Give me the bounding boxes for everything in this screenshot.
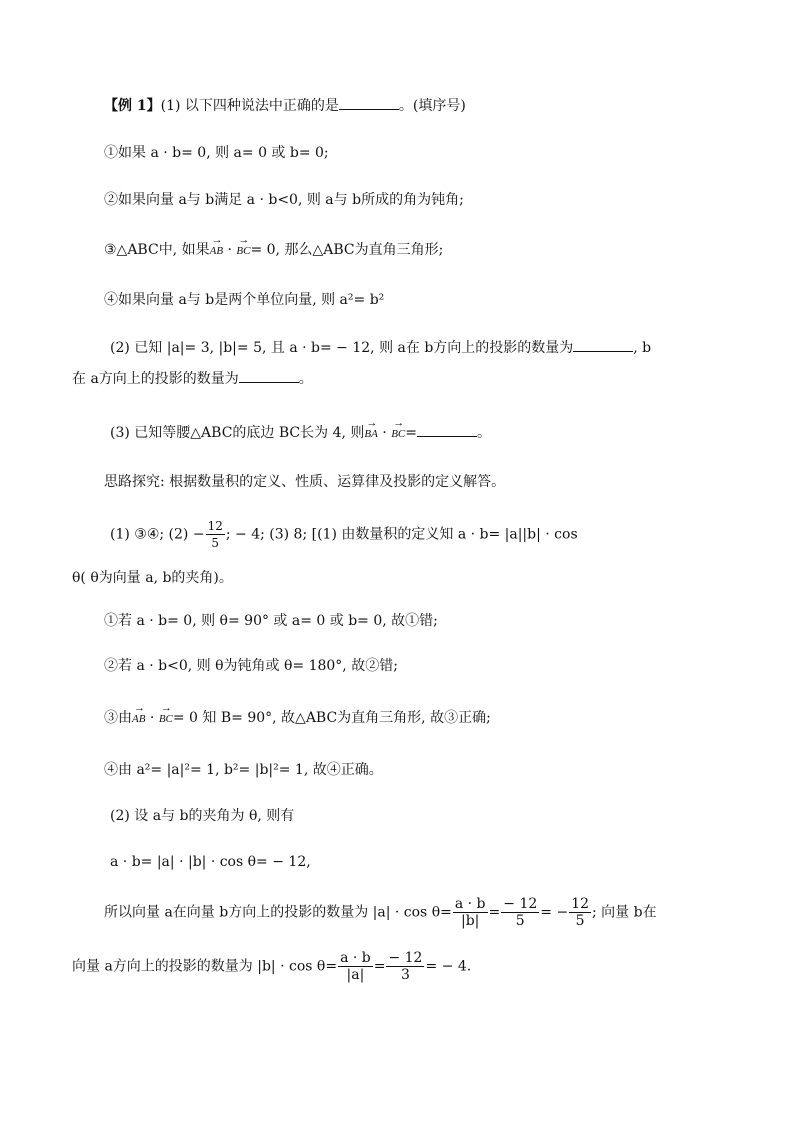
- p2-l2-post: = − 4.: [425, 958, 472, 975]
- question-3: [110, 422, 491, 444]
- r3-pre: ③由: [104, 710, 132, 726]
- q2-line2: 在 a方向上的投影的数量为: [72, 371, 239, 387]
- fraction: $\frac{a \cdot b}{|b|}$: [454, 896, 486, 929]
- vector-ab: → AB: [132, 709, 145, 729]
- example-question-1: [104, 95, 466, 116]
- fraction: $\frac{12}{5}$: [571, 896, 590, 929]
- eq: =: [373, 958, 386, 975]
- q2-line1: (2) 已知 |a|= 3, |b|= 5, 且 a · b= − 12, 则 a在 b方向上的投影的数量为: [110, 340, 574, 356]
- reason-1: ①若 a · b= 0, 则 θ= 90° 或 a= 0 或 b= 0, 故①错;: [104, 613, 438, 629]
- fraction: $\frac{- 12}{5}$: [503, 896, 538, 929]
- q3-pre: (3) 已知等腰△ABC的底边 BC长为 4, 则: [110, 425, 365, 441]
- q1-suffix: 。(填序号): [398, 98, 466, 114]
- part-2-equation: a · b= |a| · |b| · cos θ= − 12,: [110, 854, 311, 870]
- question-2-line-2: [72, 368, 313, 389]
- s3-post: = 0, 那么△ABC为直角三角形;: [250, 242, 444, 258]
- dot: ·: [223, 242, 237, 258]
- reason-4: ④由 a²= |a|²= 1, b²= |b|²= 1, 故④正确。: [104, 762, 383, 778]
- q3-post: =: [405, 425, 417, 441]
- example-label: 【例 1】: [104, 98, 161, 114]
- answer-line-2: θ( θ为向量 a, b的夹角)。: [72, 570, 233, 586]
- vector-ba: → BA: [364, 424, 377, 444]
- part-2-line-1: [104, 896, 657, 929]
- r3-post: = 0 知 B= 90°, 故△ABC为直角三角形, 故③正确;: [172, 710, 491, 726]
- reason-2: ②若 a · b<0, 则 θ为钝角或 θ= 180°, 故②错;: [104, 658, 398, 674]
- q2-line2-end: 。: [298, 371, 313, 387]
- fraction: $\frac{12}{5}$: [207, 519, 223, 550]
- vector-bc: → BC: [391, 424, 405, 444]
- answer-blank: [573, 337, 633, 352]
- statement-3: [104, 240, 443, 261]
- part-2-line-2: [72, 950, 471, 983]
- q3-end: 。: [477, 425, 491, 441]
- fraction: $\frac{- 12}{3}$: [388, 950, 423, 983]
- vector-bc: → BC: [236, 241, 250, 261]
- answer-blank: [417, 422, 477, 437]
- statement-1: ①如果 a · b= 0, 则 a= 0 或 b= 0;: [104, 145, 329, 161]
- ans-pre: (1) ③④; (2) −: [110, 526, 205, 543]
- vector-ab: → AB: [210, 241, 223, 261]
- dot: ·: [145, 710, 159, 726]
- ans-post: ; − 4; (3) 8; [(1) 由数量积的定义知 a · b= |a||b| · cos: [225, 526, 578, 543]
- p2-l1-post: ; 向量 b在: [592, 904, 657, 921]
- q1-intro: (1) 以下四种说法中正确的是: [160, 98, 339, 114]
- s3-pre: ③△ABC中, 如果: [104, 242, 210, 258]
- answer-line-1: [110, 518, 578, 551]
- statement-4: ④如果向量 a与 b是两个单位向量, 则 a²= b²: [104, 292, 385, 308]
- question-2-line-1: [110, 337, 651, 358]
- fraction: $\frac{a \cdot b}{|a|}$: [340, 950, 371, 983]
- dot: ·: [377, 425, 392, 441]
- q2-line1-end: , b: [633, 340, 652, 356]
- p2-l1-pre: 所以向量 a在向量 b方向上的投影的数量为 |a| · cos θ=: [104, 904, 452, 921]
- reason-3: [104, 708, 491, 729]
- answer-blank: [339, 95, 399, 110]
- thought-process: 思路探究: 根据数量积的定义、性质、运算律及投影的定义解答。: [104, 474, 506, 490]
- eq: = −: [540, 904, 569, 921]
- p2-l2-pre: 向量 a方向上的投影的数量为 |b| · cos θ=: [72, 958, 338, 975]
- statement-2: ②如果向量 a与 b满足 a · b<0, 则 a与 b所成的角为钝角;: [104, 192, 464, 208]
- vector-bc: → BC: [159, 709, 173, 729]
- answer-blank: [239, 368, 299, 383]
- eq: =: [488, 904, 501, 921]
- part-2-intro: (2) 设 a与 b的夹角为 θ, 则有: [110, 808, 295, 824]
